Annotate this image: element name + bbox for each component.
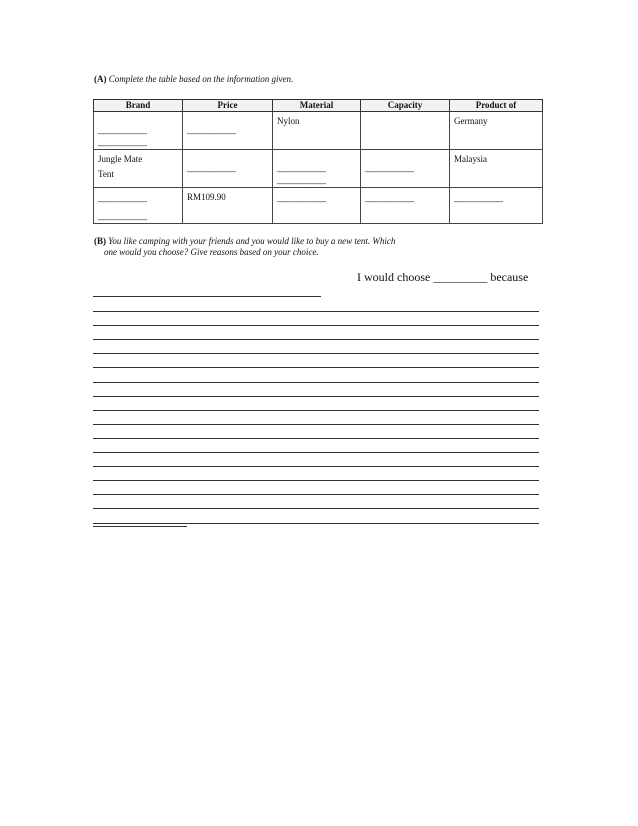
cell-product-of-3[interactable] [450,188,543,224]
cell-price-2[interactable] [183,150,273,188]
brand-name-line1: Jungle Mate [98,154,143,164]
section-a-instruction [94,74,293,84]
cell-material-1: Nylon [273,112,361,150]
cell-product-of-2: Malaysia [450,150,543,188]
cell-product-of-1: Germany [450,112,543,150]
cell-capacity-2[interactable] [361,150,450,188]
answer-writing-line[interactable] [93,452,539,453]
cell-material-3[interactable] [273,188,361,224]
answer-blank[interactable]: ___________ [365,162,414,172]
answer-blank[interactable]: ___________ [187,124,236,134]
answer-blank[interactable]: ___________ [98,124,147,134]
header-material: Material [273,100,361,112]
header-product-of: Product of [450,100,543,112]
section-b-question [94,236,494,258]
answer-writing-line[interactable] [93,367,539,368]
section-a-text: Complete the table based on the information given. [108,74,294,84]
section-b-question-line1: You like camping with your friends and you would like to buy a new tent. Which [108,236,396,246]
brand-name-line2: Tent [98,169,114,179]
section-a-letter: (A) [94,74,107,84]
answer-blank[interactable]: ___________ [277,174,326,184]
section-b-question-line2: one would you choose? Give reasons based on your choice. [104,247,319,257]
answer-writing-line[interactable] [93,438,539,439]
cell-price-3: RM109.90 [183,188,273,224]
answer-writing-line[interactable] [93,526,187,527]
answer-writing-line[interactable] [93,508,539,509]
answer-writing-line[interactable] [93,325,539,326]
section-b-letter: (B) [94,236,106,246]
answer-blank[interactable]: ___________ [98,136,147,146]
table-row [94,188,543,224]
answer-writing-line[interactable] [93,466,539,467]
answer-writing-line[interactable] [93,494,539,495]
answer-writing-line[interactable] [93,339,539,340]
answer-writing-line[interactable] [93,311,539,312]
answer-blank[interactable]: ___________ [454,192,503,202]
table-header-row [94,100,543,112]
table-row [94,112,543,150]
answer-writing-line[interactable] [93,424,539,425]
answer-prompt: I would choose _________ because [357,270,529,284]
answer-blank[interactable]: ___________ [365,192,414,202]
tent-info-table [93,99,543,224]
answer-writing-line[interactable] [93,523,539,524]
cell-brand-3[interactable] [94,188,183,224]
answer-writing-line[interactable] [93,396,539,397]
answer-blank[interactable]: ___________ [187,162,236,172]
answer-blank[interactable]: ___________ [98,210,147,220]
cell-material-2[interactable] [273,150,361,188]
header-capacity: Capacity [361,100,450,112]
header-brand: Brand [94,100,183,112]
answer-writing-line[interactable] [93,480,539,481]
cell-capacity-3[interactable] [361,188,450,224]
table-row [94,150,543,188]
answer-writing-line[interactable] [93,353,539,354]
answer-writing-line[interactable] [93,296,321,297]
answer-blank[interactable]: ___________ [98,192,147,202]
answer-writing-line[interactable] [93,410,539,411]
header-price: Price [183,100,273,112]
answer-blank[interactable]: ___________ [277,192,326,202]
cell-price-1[interactable] [183,112,273,150]
answer-blank[interactable]: ___________ [277,162,326,172]
cell-capacity-1[interactable] [361,112,450,150]
cell-brand-2 [94,150,183,188]
cell-brand-1[interactable] [94,112,183,150]
answer-writing-line[interactable] [93,382,539,383]
